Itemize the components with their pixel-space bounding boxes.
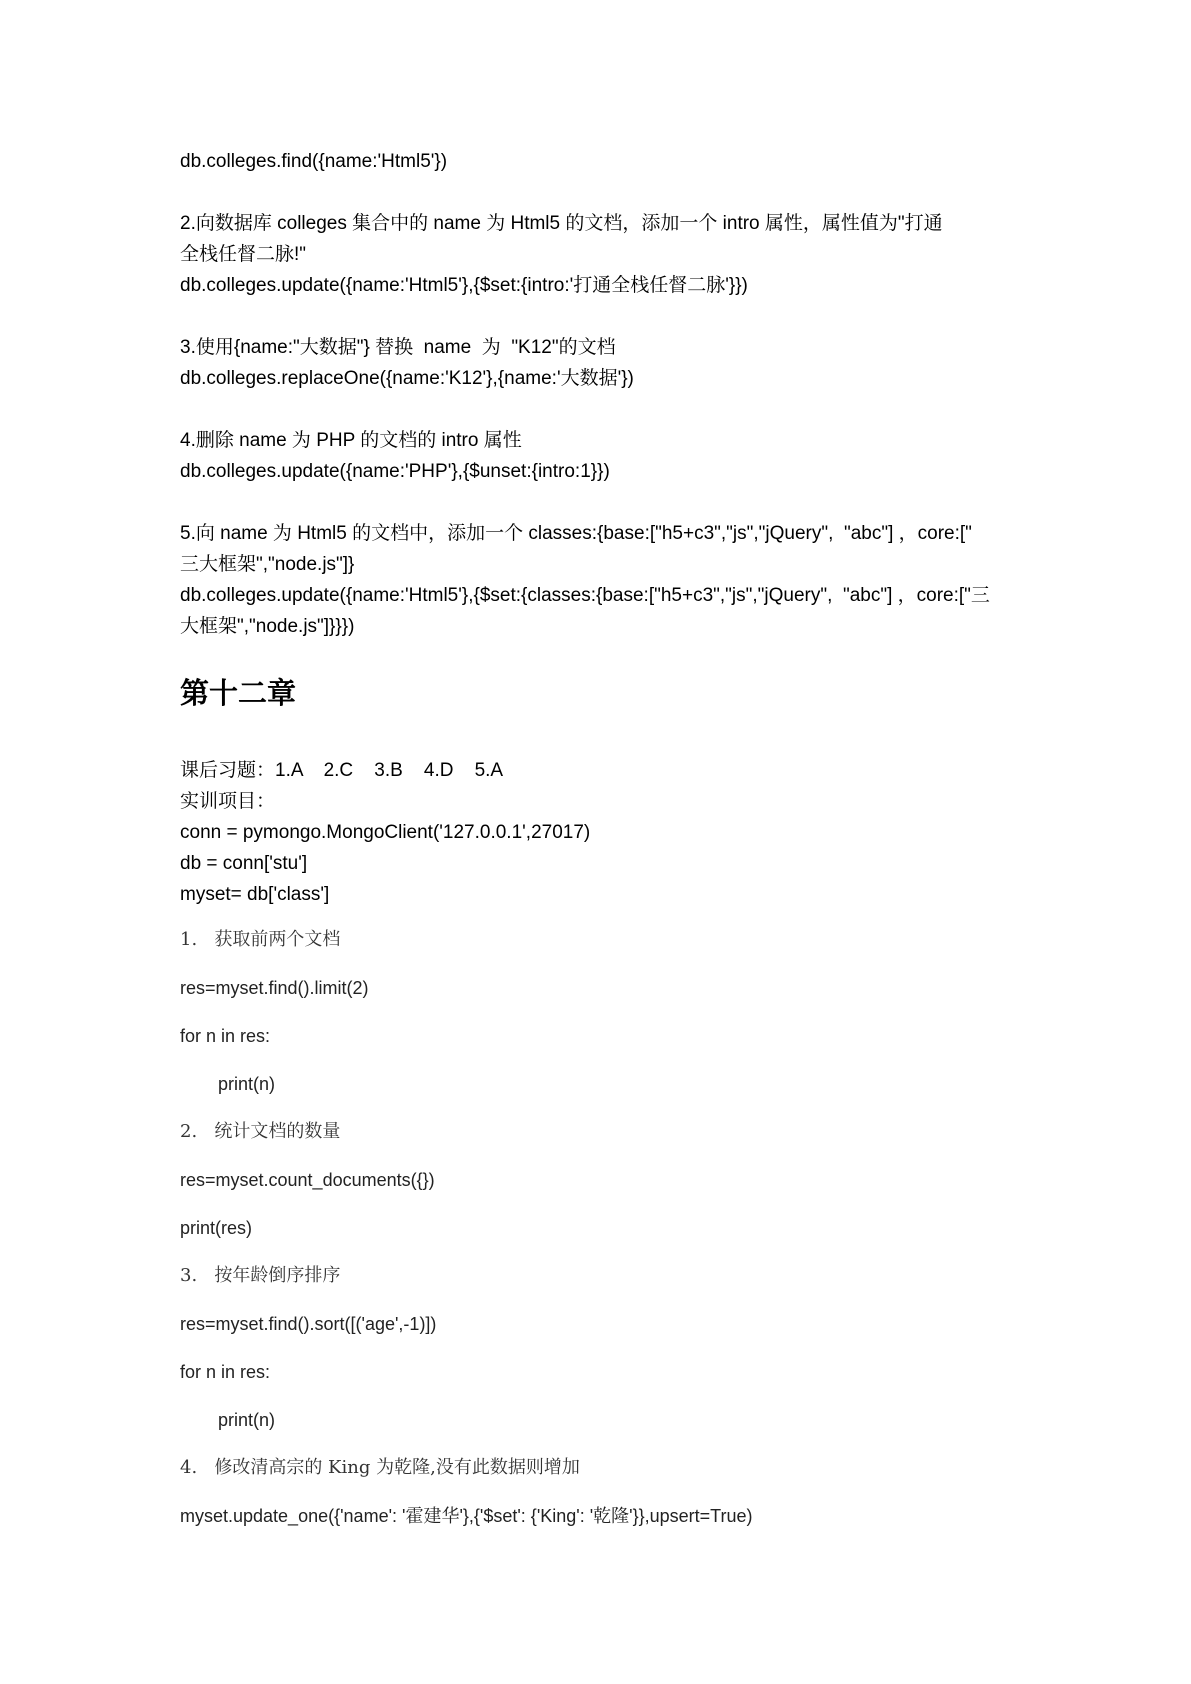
task-1-code-2: for n in res:: [180, 1026, 271, 1046]
task-3-code-1: res=myset.find().sort([('age',-1)]): [180, 1314, 437, 1334]
task-3-title: 3. 按年龄倒序排序: [180, 1265, 341, 1286]
question-2-text-line2: 全栈任督二脉!": [180, 244, 307, 265]
question-3-code: db.colleges.replaceOne({name:'K12'},{name:'大数据'}): [180, 368, 634, 389]
question-5-code-line2: 大框架","node.js"]}}}): [180, 616, 355, 637]
task-1-code-3: print(n): [218, 1074, 276, 1094]
task-4-code-1: myset.update_one({'name': '霍建华'},{'$set': {'King': '乾隆'}},upsert=True): [180, 1506, 753, 1526]
training-label: 实训项目：: [180, 791, 276, 812]
task-1-code-1: res=myset.find().limit(2): [180, 978, 369, 998]
question-4-text: 4.删除 name 为 PHP 的文档的 intro 属性: [180, 430, 522, 451]
question-4-code: db.colleges.update({name:'PHP'},{$unset:{intro:1}}): [180, 461, 610, 482]
question-5: [180, 518, 1020, 642]
tasks-section: [180, 916, 1020, 1540]
task-3-code-3: print(n): [218, 1410, 276, 1430]
setup-code-db: db = conn['stu']: [180, 853, 308, 874]
question-2: [180, 208, 1020, 301]
document-content: [180, 146, 1020, 1540]
question-4: [180, 425, 1020, 487]
question-2-text-line1: 2.向数据库 colleges 集合中的 name 为 Html5 的文档，添加一个 intro 属性，属性值为"打通: [180, 213, 943, 234]
answers-line: 课后习题：1.A 2.C 3.B 4.D 5.A: [180, 760, 504, 781]
question-5-text-line2: 三大框架","node.js"]}: [180, 554, 355, 575]
question-5-text-line1: 5.向 name 为 Html5 的文档中，添加一个 classes:{base:["h5+c3","js","jQuery", "abc"] ，core:[": [180, 523, 972, 544]
intro-block: [180, 146, 1020, 177]
answers-section: [180, 755, 1020, 910]
question-3-text: 3.使用{name:"大数据"} 替换 name 为 "K12"的文档: [180, 337, 616, 358]
code-line-find: db.colleges.find({name:'Html5'}): [180, 151, 448, 172]
task-1-title: 1. 获取前两个文档: [180, 929, 341, 950]
task-4-title: 4. 修改清高宗的 King 为乾隆,没有此数据则增加: [180, 1457, 580, 1478]
question-2-code: db.colleges.update({name:'Html5'},{$set:{intro:'打通全栈任督二脉'}}): [180, 275, 748, 296]
chapter-title: 第十二章: [180, 676, 297, 710]
task-2-code-1: res=myset.count_documents({}): [180, 1170, 435, 1190]
question-5-code-line1: db.colleges.update({name:'Html5'},{$set:{classes:{base:["h5+c3","js","jQuery", "abc"] ，core:["三: [180, 585, 990, 606]
question-3: [180, 332, 1020, 394]
task-2-code-2: print(res): [180, 1218, 253, 1238]
task-2-title: 2. 统计文档的数量: [180, 1121, 341, 1142]
setup-code-conn: conn = pymongo.MongoClient('127.0.0.1',27017): [180, 822, 591, 843]
task-3-code-2: for n in res:: [180, 1362, 271, 1382]
setup-code-myset: myset= db['class']: [180, 884, 330, 905]
